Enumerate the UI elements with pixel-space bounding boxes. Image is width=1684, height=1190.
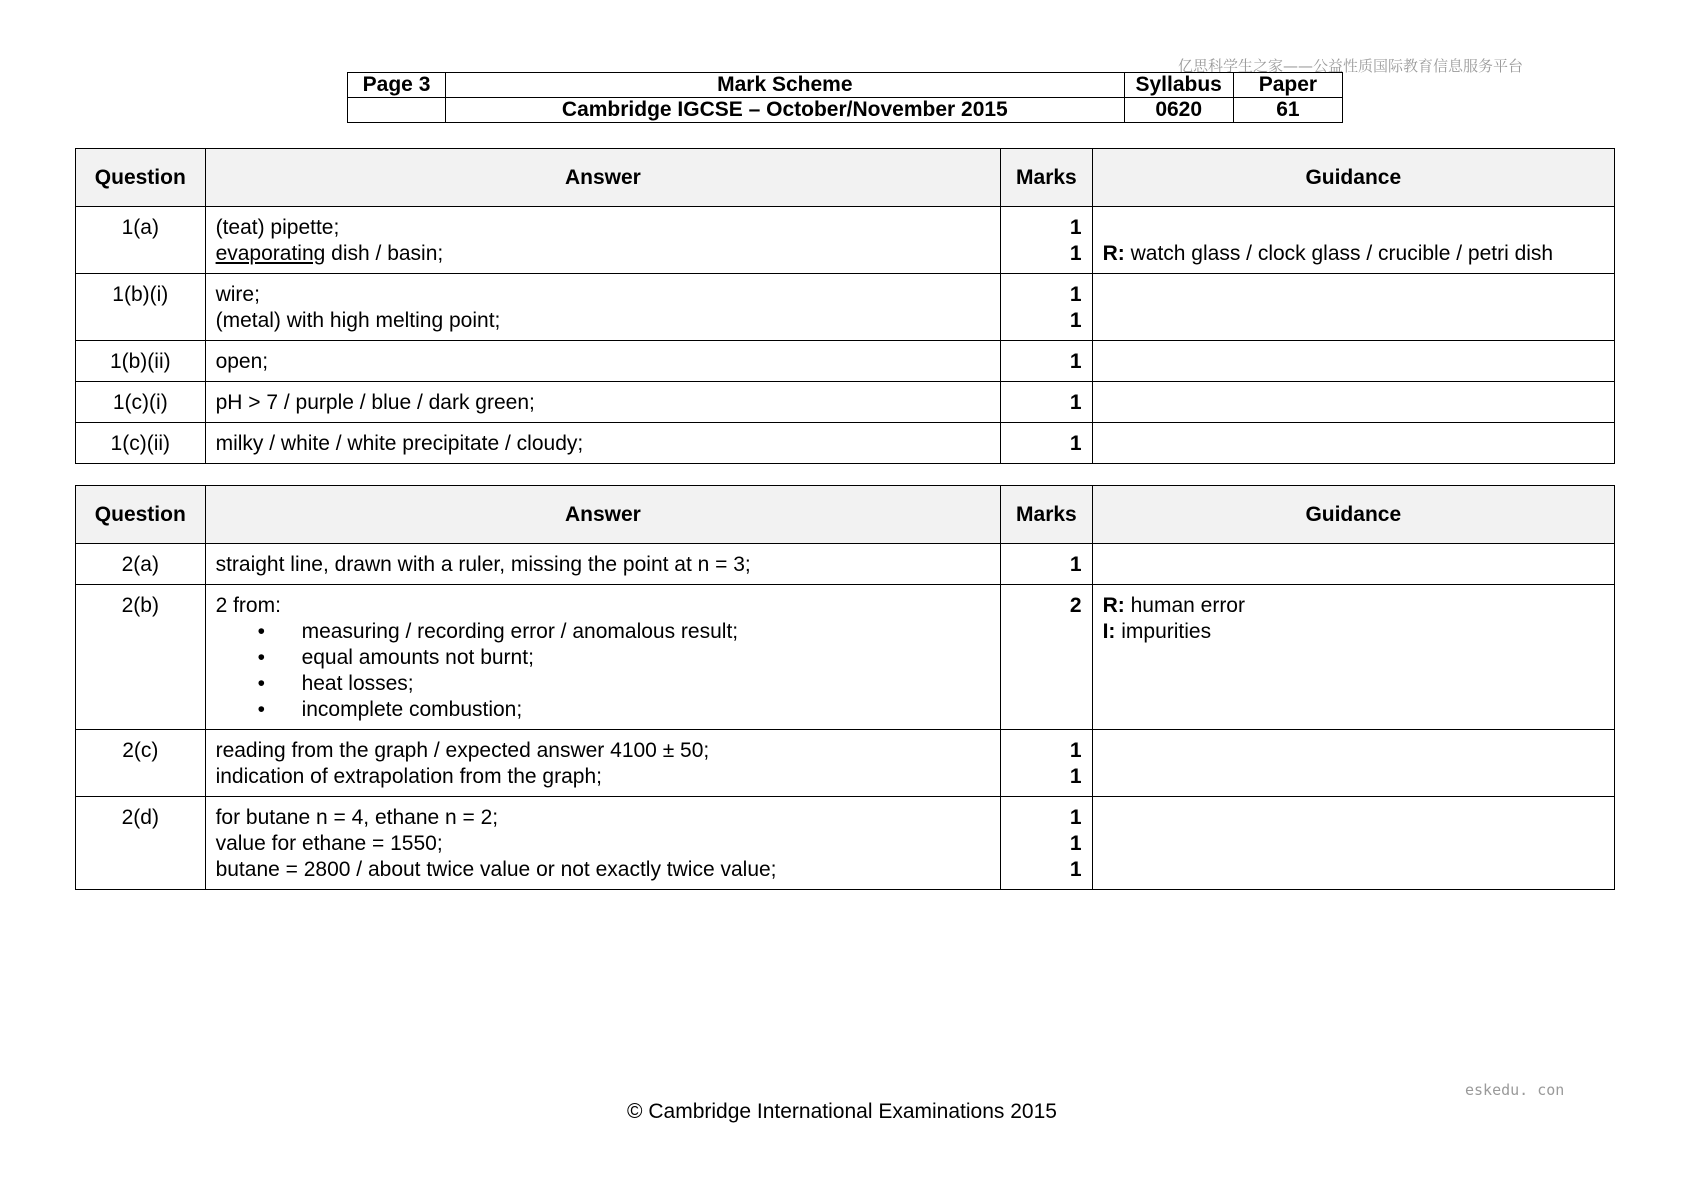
mark-value: 1 xyxy=(1001,544,1092,585)
marks-cell xyxy=(1001,797,1092,890)
answer-line: value for ethane = 1550; xyxy=(215,832,443,855)
question-number: 2(a) xyxy=(76,544,206,585)
bullet-list xyxy=(216,619,991,723)
answer-line xyxy=(216,241,991,267)
answer-line: 2 from: xyxy=(215,594,281,617)
col-marks: Marks xyxy=(1001,486,1092,544)
guidance-label: I: xyxy=(1102,620,1116,643)
question-number: 1(b)(ii) xyxy=(76,341,206,382)
question-number: 1(c)(i) xyxy=(76,382,206,423)
table-row xyxy=(76,797,1615,890)
col-question: Question xyxy=(76,486,206,544)
header-empty-cell xyxy=(348,98,446,123)
mark-value: 1 xyxy=(1069,309,1082,332)
list-item: • heat losses; xyxy=(216,671,991,697)
paper-number: 61 xyxy=(1233,98,1342,123)
col-answer: Answer xyxy=(205,486,1001,544)
guidance-cell xyxy=(1092,423,1614,464)
marks-cell xyxy=(1001,730,1092,797)
guidance-cell xyxy=(1092,730,1614,797)
guidance-cell xyxy=(1092,341,1614,382)
answer-text: dish / basin; xyxy=(325,242,444,265)
syllabus-code: 0620 xyxy=(1124,98,1233,123)
guidance-cell xyxy=(1092,207,1614,274)
question-number: 1(b)(i) xyxy=(76,274,206,341)
underlined-keyword: evaporating xyxy=(215,242,326,265)
question-number: 2(b) xyxy=(76,585,206,730)
mark-value: 1 xyxy=(1069,832,1082,855)
question-number: 1(a) xyxy=(76,207,206,274)
header-table xyxy=(347,72,1343,123)
table-row xyxy=(76,382,1615,423)
answer-cell: pH > 7 / purple / blue / dark green; xyxy=(205,382,1001,423)
mark-value: 1 xyxy=(1069,216,1082,239)
marks-cell xyxy=(1001,274,1092,341)
question-number: 2(c) xyxy=(76,730,206,797)
answer-line: butane = 2800 / about twice value or not exactly twice value; xyxy=(215,858,777,881)
guidance-cell xyxy=(1092,382,1614,423)
exam-title: Cambridge IGCSE – October/November 2015 xyxy=(446,98,1125,123)
mark-value: 2 xyxy=(1001,585,1092,730)
answer-line: (metal) with high melting point; xyxy=(215,309,501,332)
answer-cell: milky / white / white precipitate / cloudy; xyxy=(205,423,1001,464)
guidance-cell xyxy=(1092,274,1614,341)
header-title: Mark Scheme xyxy=(446,73,1125,98)
answer-line: (teat) pipette; xyxy=(215,216,340,239)
answer-cell xyxy=(205,797,1001,890)
mark-value: 1 xyxy=(1069,806,1082,829)
mark-value: 1 xyxy=(1069,283,1082,306)
answer-line: reading from the graph / expected answer 4100 ± 50; xyxy=(215,739,710,762)
marks-cell xyxy=(1001,207,1092,274)
list-item: • equal amounts not burnt; xyxy=(216,645,991,671)
col-question: Question xyxy=(76,149,206,207)
table-header-row xyxy=(76,486,1615,544)
table-row xyxy=(76,544,1615,585)
mark-value: 1 xyxy=(1001,341,1092,382)
mark-value: 1 xyxy=(1001,423,1092,464)
guidance-label: R: xyxy=(1102,242,1125,265)
mark-value: 1 xyxy=(1069,858,1082,881)
guidance-cell xyxy=(1092,544,1614,585)
answer-line: indication of extrapolation from the graph; xyxy=(215,765,602,788)
answer-cell: straight line, drawn with a ruler, missing the point at n = 3; xyxy=(205,544,1001,585)
mark-table-1 xyxy=(75,148,1615,464)
answer-line: wire; xyxy=(215,283,260,306)
guidance-cell xyxy=(1092,797,1614,890)
mark-value: 1 xyxy=(1069,242,1082,265)
guidance-cell xyxy=(1092,585,1614,730)
table-row xyxy=(76,274,1615,341)
guidance-text: impurities xyxy=(1115,620,1212,643)
watermark-bottom: eskedu. con xyxy=(1465,1081,1565,1099)
mark-value: 1 xyxy=(1001,382,1092,423)
col-guidance: Guidance xyxy=(1092,486,1614,544)
guidance-text: watch glass / clock glass / crucible / petri dish xyxy=(1124,242,1554,265)
table-header-row xyxy=(76,149,1615,207)
syllabus-label: Syllabus xyxy=(1124,73,1233,98)
table-row xyxy=(76,585,1615,730)
mark-value: 1 xyxy=(1069,739,1082,762)
answer-line: for butane n = 4, ethane n = 2; xyxy=(215,806,499,829)
list-item: • incomplete combustion; xyxy=(216,697,991,723)
table-row xyxy=(76,730,1615,797)
question-number: 1(c)(ii) xyxy=(76,423,206,464)
page-number: Page 3 xyxy=(348,73,446,98)
copyright-footer: © Cambridge International Examinations 2015 xyxy=(627,1100,1057,1123)
answer-cell xyxy=(205,207,1001,274)
table-row xyxy=(76,207,1615,274)
mark-value: 1 xyxy=(1069,765,1082,788)
question-number: 2(d) xyxy=(76,797,206,890)
guidance-text: human error xyxy=(1124,594,1245,617)
answer-cell xyxy=(205,730,1001,797)
answer-cell xyxy=(205,585,1001,730)
guidance-label: R: xyxy=(1102,594,1125,617)
table-row xyxy=(76,341,1615,382)
answer-cell xyxy=(205,274,1001,341)
col-marks: Marks xyxy=(1001,149,1092,207)
list-item: • measuring / recording error / anomalous result; xyxy=(216,619,991,645)
table-row xyxy=(76,423,1615,464)
answer-cell: open; xyxy=(205,341,1001,382)
watermark-top: 亿思科学生之家——公益性质国际教育信息服务平台 xyxy=(1178,57,1524,75)
mark-table-2 xyxy=(75,485,1615,890)
col-guidance: Guidance xyxy=(1092,149,1614,207)
paper-label: Paper xyxy=(1233,73,1342,98)
col-answer: Answer xyxy=(205,149,1001,207)
